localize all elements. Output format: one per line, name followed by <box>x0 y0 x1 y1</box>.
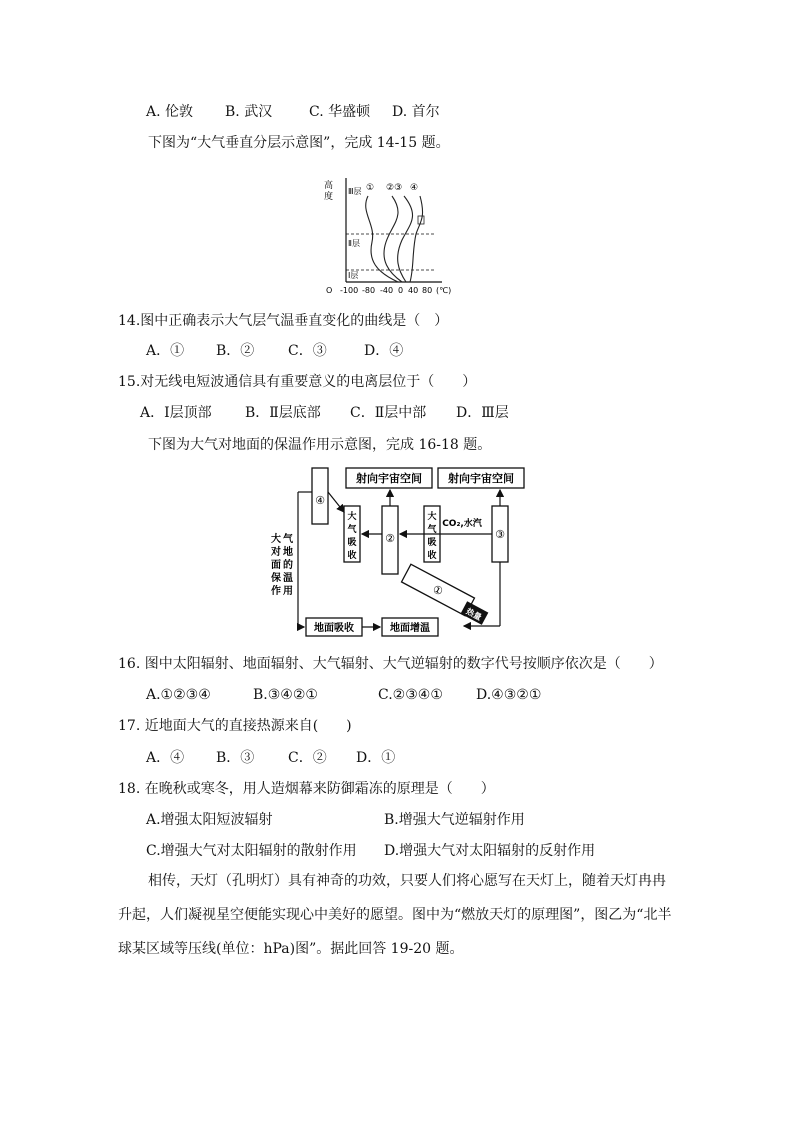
q18-option-d: D.增强大气对太阳辐射的反射作用 <box>384 843 596 859</box>
fig2-side-c3: 对 <box>271 547 281 558</box>
fig2-absorb2-c1: 大 <box>427 512 437 522</box>
fig2-space-right: 射向宇宙空间 <box>448 472 514 485</box>
q15-option-a: A．Ⅰ层顶部 <box>140 405 212 421</box>
fig2-space-left: 射向宇宙空间 <box>356 472 422 485</box>
q17-stem: 17. 近地面大气的直接热源来自( ) <box>118 718 352 734</box>
fig1-curve-23-label: ②③ <box>386 183 403 193</box>
fig2-n2: ② <box>385 532 395 545</box>
fig1-x-tick-m100: -100 <box>340 286 359 295</box>
fig2-side-c8: 温 <box>283 573 293 584</box>
fig2-absorb1-c3: 吸 <box>347 538 357 548</box>
figure-atmosphere-layers <box>316 172 468 296</box>
q13-option-c: C. 华盛顿 <box>309 104 371 120</box>
fig1-x-unit: (℃) <box>436 286 452 295</box>
fig2-absorb1-c2: 气 <box>347 525 357 535</box>
fig1-x-tick-origin: O <box>326 286 333 295</box>
q16-option-a: A.①②③④ <box>146 687 211 703</box>
q15-option-d: D．Ⅲ层 <box>456 405 509 421</box>
fig1-curve-1-label: ① <box>366 183 375 193</box>
fig2-side-c4: 地 <box>283 547 293 558</box>
fig2-absorb2-c2: 气 <box>427 525 437 535</box>
fig1-x-tick-m40: -40 <box>380 286 394 295</box>
fig2-gases: CO₂,水汽 <box>442 519 482 529</box>
fig2-side-c9: 作 <box>271 586 281 597</box>
q15-option-b: B．Ⅱ层底部 <box>245 405 321 421</box>
intro-14-15: 下图为“大气垂直分层示意图”，完成 14-15 题。 <box>148 135 450 151</box>
q14-option-a: A．① <box>146 343 185 359</box>
q17-option-c: C．② <box>288 750 327 766</box>
fig1-layer1: Ⅰ层 <box>348 271 359 280</box>
q16-option-c: C.②③④① <box>378 687 443 703</box>
q13-option-b: B. 武汉 <box>225 104 273 120</box>
fig1-layer3: Ⅲ层 <box>348 187 362 196</box>
q14-option-c: C．③ <box>288 343 327 359</box>
q17-option-a: A．④ <box>146 750 185 766</box>
fig1-layer2: Ⅱ层 <box>348 239 360 248</box>
fig2-side-c6: 的 <box>283 560 293 571</box>
q13-option-a: A. 伦敦 <box>146 104 194 120</box>
figure-greenhouse-effect <box>258 462 534 642</box>
q18-option-c: C.增强大气对太阳辐射的散射作用 <box>146 843 357 859</box>
fig1-curve-4-label: ④ <box>410 183 419 193</box>
fig2-absorb2-c3: 吸 <box>427 538 437 548</box>
fig2-absorb1-c4: 收 <box>347 551 357 561</box>
fig2-side-c7: 保 <box>271 573 281 584</box>
fig1-y-label-2: 度 <box>324 192 334 202</box>
fig1-x-tick-80: 80 <box>422 286 433 295</box>
q14-option-d: D．④ <box>364 343 404 359</box>
q15-option-c: C．Ⅱ层中部 <box>350 405 427 421</box>
fig2-absorb1-c1: 大 <box>347 512 357 522</box>
fig2-side-c1: 大 <box>271 534 281 545</box>
fig2-n3: ③ <box>495 528 505 541</box>
fig1-x-tick-40: 40 <box>408 286 419 295</box>
fig2-side-c5: 面 <box>271 560 281 571</box>
q18-option-b: B.增强大气逆辐射作用 <box>384 812 525 828</box>
q17-option-b: B．③ <box>216 750 255 766</box>
fig1-curve-1 <box>366 196 398 282</box>
fig2-ground-absorb: 地面吸收 <box>314 623 354 634</box>
q13-option-d: D. 首尔 <box>392 104 440 120</box>
q17-option-d: D．① <box>356 750 396 766</box>
q16-option-d: D.④③②① <box>476 687 542 703</box>
q18-stem: 18. 在晚秋或寒冬，用人造烟幕来防御霜冻的原理是（ ） <box>118 781 495 797</box>
fig2-side-c10: 用 <box>283 586 293 597</box>
q14-option-b: B．② <box>216 343 255 359</box>
fig2-absorb2-c4: 收 <box>427 551 437 561</box>
q16-stem: 16. 图中太阳辐射、地面辐射、大气辐射、大气逆辐射的数字代号按顺序依次是（ ） <box>118 656 663 672</box>
fig2-ground-warm: 地面增温 <box>390 623 430 634</box>
fig1-x-tick-m80: -80 <box>362 286 376 295</box>
fig1-curve-3 <box>398 196 413 282</box>
q15-stem: 15.对无线电短波通信具有重要意义的电离层位于（ ） <box>118 374 477 390</box>
q14-stem: 14.图中正确表示大气层气温垂直变化的曲线是（ ） <box>118 313 449 329</box>
fig2-n1: ① <box>430 582 446 599</box>
fig1-x-tick-0: 0 <box>398 286 404 295</box>
fig2-side-c2: 气 <box>283 534 293 545</box>
fig2-heat: 热量 <box>464 606 483 623</box>
fig1-y-label-1: 高 <box>324 181 334 191</box>
intro-16-18: 下图为大气对地面的保温作用示意图，完成 16-18 题。 <box>148 437 492 453</box>
fig2-n4: ④ <box>315 494 325 507</box>
intro-19-20: 相传，天灯（孔明灯）具有神奇的功效，只要人们将心愿写在天灯上，随着天灯冉冉升起，人们凝视星空便能实现心中美好的愿望。图中为“燃放天灯的原理图”，图乙为“北半球某区域等压线(单位：hPa)图”。据此回答 19-20 题。 <box>118 873 672 957</box>
q18-option-a: A.增强太阳短波辐射 <box>146 812 273 828</box>
q16-option-b: B.③④②① <box>253 687 318 703</box>
